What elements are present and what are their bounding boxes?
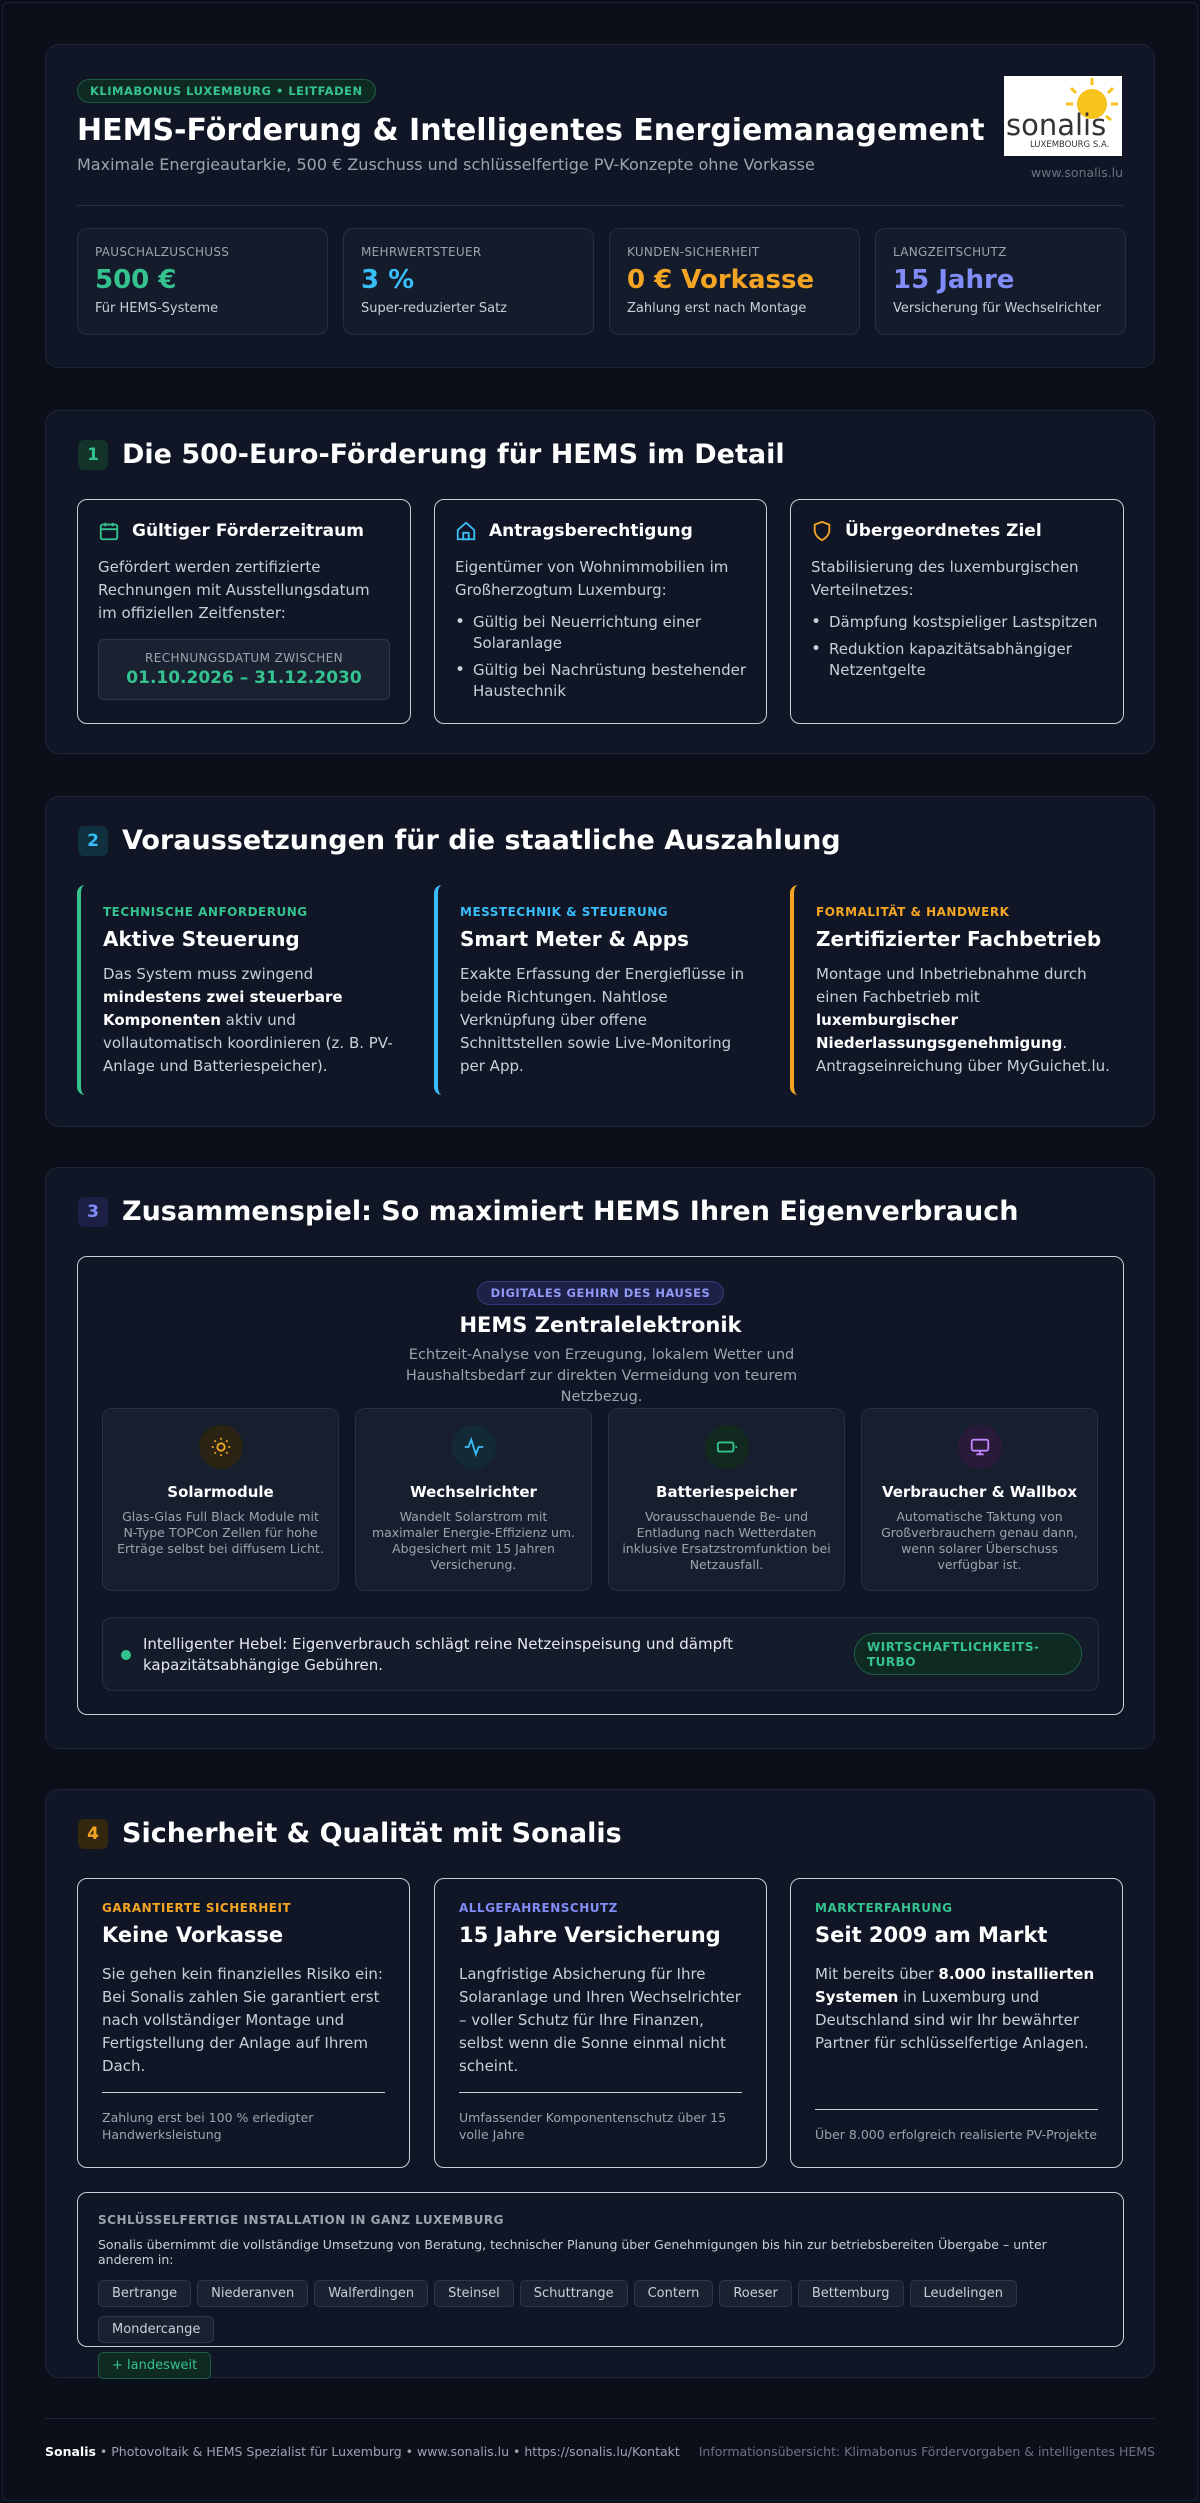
card-label: GARANTIERTE SICHERHEIT	[102, 1901, 292, 1915]
town-tag: Walferdingen	[314, 2280, 428, 2307]
section-3	[45, 1167, 1155, 1749]
section-title: Voraussetzungen für die staatliche Auszahlung	[122, 825, 841, 856]
card-text	[815, 1963, 1098, 2055]
card-label: ALLGEFAHRENSCHUTZ	[459, 1901, 618, 1915]
card-label: MARKTERFAHRUNG	[815, 1901, 953, 1915]
text-part: in Luxemburg und Deutschland sind wir Ihr bewährter Partner für schlüsselfertige Anlagen.	[815, 1988, 1089, 2052]
shield-icon	[811, 520, 833, 542]
town-tags	[98, 2280, 1108, 2388]
stat-sub: Super-reduzierter Satz	[361, 301, 507, 316]
quality-card-insurance	[434, 1878, 767, 2168]
text-part: aktiv und vollautomatisch koordinieren (z. B. PV-Anlage und Batteriespeicher).	[103, 1011, 393, 1075]
card-title: Antragsberechtigung	[489, 521, 693, 541]
installation-area	[77, 2192, 1124, 2373]
text-part: Mit bereits über	[815, 1965, 939, 1983]
lever-bar	[102, 1617, 1099, 1691]
card-title: Gültiger Förderzeitraum	[132, 521, 364, 541]
battery-icon	[705, 1425, 749, 1469]
section-title: Zusammenspiel: So maximiert HEMS Ihren Eigenverbrauch	[122, 1196, 1019, 1227]
stat-label: MEHRWERTSTEUER	[361, 245, 482, 259]
stat-sub: Für HEMS-Systeme	[95, 301, 219, 316]
footer-divider	[45, 2418, 1155, 2419]
date-label: RECHNUNGSDATUM ZWISCHEN	[145, 651, 343, 665]
stat-label: LANGZEITSCHUTZ	[893, 245, 1007, 259]
lever-text: Intelligenter Hebel: Eigenverbrauch schlägt reine Netzeinspeisung und dämpft kapazitätsabhängige Gebühren.	[143, 1635, 734, 1674]
quality-card-no-prepayment	[77, 1878, 410, 2168]
stat-label: PAUSCHALZUSCHUSS	[95, 245, 230, 259]
card-text: Langfristige Absicherung für Ihre Solaranlage und Ihren Wechselrichter – voller Schutz für Ihre Finanzen, selbst wenn die Sonne einmal nicht scheint.	[459, 1965, 741, 2075]
card-text: Sie gehen kein finanzielles Risiko ein: Bei Sonalis zahlen Sie garantiert erst nach vollständiger Montage und Fertigstellung der Anlage auf Ihrem Dach.	[102, 1965, 383, 2075]
town-tag: Roeser	[719, 2280, 792, 2307]
home-icon	[455, 520, 477, 542]
logo-subline: LUXEMBOURG S.A.	[1030, 140, 1110, 150]
component-title: Batteriespeicher	[656, 1483, 797, 1501]
hems-title: HEMS Zentralelektronik	[459, 1313, 742, 1337]
card-footnote: Zahlung erst bei 100 % erledigter Handwerksleistung	[102, 2092, 385, 2143]
stat-value: 15 Jahre	[893, 265, 1015, 295]
column-title: Aktive Steuerung	[103, 927, 300, 951]
requirement-installer	[790, 885, 1120, 1095]
text-part: . Antragseinreichung über MyGuichet.lu.	[816, 1034, 1110, 1075]
section-number: 2	[78, 826, 108, 856]
component-title: Wechselrichter	[410, 1483, 537, 1501]
header-url[interactable]: www.sonalis.lu	[1030, 165, 1123, 180]
text-part: Exakte Erfassung der Energieflüsse in beide Richtungen. Nahtlose Verknüpfung über offene Schnittstellen sowie Live-Monitoring per App.	[460, 965, 745, 1075]
hems-diagram	[77, 1256, 1124, 1715]
calendar-icon	[98, 520, 120, 542]
stat-card-vat	[343, 228, 594, 335]
column-text	[103, 963, 407, 1078]
eligibility-card	[434, 499, 767, 724]
text-part: Das System muss zwingend	[103, 965, 314, 983]
stat-value: 500 €	[95, 265, 177, 295]
text-bold: mindestens zwei steuerbare Komponenten	[103, 988, 343, 1029]
component-text: Wandelt Solarstrom mit maximaler Energie-Effizienz um. Abgesichert mit 15 Jahren Versicherung.	[371, 1509, 576, 1572]
text-part: Montage und Inbetriebnahme durch einen Fachbetrieb mit	[816, 965, 1087, 1006]
card-title: Seit 2009 am Markt	[815, 1923, 1048, 1947]
stat-sub: Zahlung erst nach Montage	[627, 301, 807, 316]
status-dot	[121, 1650, 131, 1660]
hems-text: Echtzeit-Analyse von Erzeugung, lokalem Wetter und Haushaltsbedarf zur direkten Vermeidung von teurem Netzbezug.	[405, 1347, 798, 1405]
column-label: FORMALITÄT & HANDWERK	[816, 905, 1010, 919]
header-divider	[77, 205, 1123, 206]
section-number: 1	[78, 440, 108, 470]
section-2	[45, 796, 1155, 1127]
card-title: Keine Vorkasse	[102, 1923, 284, 1947]
hems-badge: DIGITALES GEHIRN DES HAUSES	[477, 1281, 725, 1305]
section-4	[45, 1789, 1155, 2378]
component-solar	[102, 1408, 339, 1591]
footer-info[interactable]: • Photovoltaik & HEMS Spezialist für Luxemburg • www.sonalis.lu • https://sonalis.lu/Kontakt	[95, 2444, 680, 2459]
section-number: 3	[78, 1197, 108, 1227]
funding-period-card	[77, 499, 411, 724]
card-title: 15 Jahre Versicherung	[459, 1923, 721, 1947]
list-item: • Reduktion kapazitätsabhängiger Netzentgelte	[811, 639, 1103, 681]
card-text: Eigentümer von Wohnimmobilien im Großherzogtum Luxemburg:	[455, 558, 729, 599]
footer-brand: Sonalis	[45, 2444, 96, 2459]
list-item: • Gültig bei Neuerrichtung einer Solaranlage	[455, 612, 746, 654]
component-text: Automatische Taktung von Großverbrauchern genau dann, wenn solarer Überschuss verfügbar ist.	[881, 1509, 1078, 1572]
footer-left	[45, 2444, 680, 2459]
page-subtitle: Maximale Energieautarkie, 500 € Zuschuss und schlüsselfertige PV-Konzepte ohne Vorkasse	[77, 155, 815, 174]
town-tag: Bertrange	[98, 2280, 191, 2307]
text-bold: 8.000 installierten Systemen	[815, 1965, 1095, 2006]
installation-text: Sonalis übernimmt die vollständige Umsetzung von Beratung, technischer Planung über Genehmigungen bis hin zur betriebsbereiten Übergabe – unter anderem in:	[98, 2237, 1047, 2267]
eligibility-list	[455, 612, 746, 702]
component-title: Solarmodule	[167, 1483, 274, 1501]
list-item: • Dämpfung kostspieliger Lastspitzen	[811, 612, 1103, 633]
monitor-icon	[958, 1425, 1002, 1469]
card-text: Stabilisierung des luxemburgischen Verteilnetzes:	[811, 558, 1079, 599]
activity-icon	[452, 1425, 496, 1469]
town-tag: Mondercange	[98, 2316, 214, 2343]
page-title: HEMS-Förderung & Intelligentes Energiemanagement	[77, 113, 985, 148]
card-footnote: Über 8.000 erfolgreich realisierte PV-Projekte	[815, 2109, 1098, 2143]
stat-value: 3 %	[361, 265, 415, 295]
stat-card-protection	[875, 228, 1126, 335]
goal-card	[790, 499, 1124, 724]
column-label: MESSTECHNIK & STEUERUNG	[460, 905, 669, 919]
stat-card-security	[609, 228, 860, 335]
component-text: Vorausschauende Be- und Entladung nach Wetterdaten inklusive Ersatzstromfunktion bei Netzausfall.	[622, 1509, 831, 1572]
section-number: 4	[78, 1819, 108, 1849]
stat-card-subsidy	[77, 228, 328, 335]
text-bold: luxemburgischer Niederlassungsgenehmigung	[816, 1011, 1063, 1052]
list-item: • Gültig bei Nachrüstung bestehender Haustechnik	[455, 660, 746, 702]
sun-icon	[199, 1425, 243, 1469]
requirement-metering	[434, 885, 764, 1095]
column-label: TECHNISCHE ANFORDERUNG	[103, 905, 308, 919]
column-title: Smart Meter & Apps	[460, 927, 689, 951]
component-inverter	[355, 1408, 592, 1591]
quality-card-experience	[790, 1878, 1123, 2168]
component-consumer	[861, 1408, 1098, 1591]
footer-right: Informationsübersicht: Klimabonus Fördervorgaben & intelligentes HEMS	[698, 2444, 1155, 2459]
date-value: 01.10.2026 – 31.12.2030	[126, 668, 362, 688]
goal-list	[811, 612, 1103, 681]
stat-value: 0 € Vorkasse	[627, 265, 815, 295]
card-title: Übergeordnetes Ziel	[845, 521, 1042, 541]
card-text: Gefördert werden zertifizierte Rechnungen mit Ausstellungsdatum im offiziellen Zeitfenster:	[98, 558, 370, 622]
component-text: Glas-Glas Full Black Module mit N-Type TOPCon Zellen für hohe Erträge selbst bei diffusem Licht.	[117, 1509, 324, 1556]
section-title: Sicherheit & Qualität mit Sonalis	[122, 1818, 622, 1849]
component-battery	[608, 1408, 845, 1591]
town-tag: Contern	[634, 2280, 714, 2307]
town-tag: Steinsel	[434, 2280, 514, 2307]
section-1	[45, 410, 1155, 754]
lever-badge: WIRTSCHAFTLICHKEITS-TURBO	[854, 1633, 1082, 1675]
column-text	[816, 963, 1120, 1078]
installation-label: SCHLÜSSELFERTIGE INSTALLATION IN GANZ LUXEMBURG	[98, 2213, 505, 2227]
sonalis-logo	[1004, 76, 1122, 156]
logo-wordmark: sonalis	[1006, 108, 1107, 142]
date-range-box	[98, 639, 390, 700]
stat-label: KUNDEN-SICHERHEIT	[627, 245, 760, 259]
stat-sub: Versicherung für Wechselrichter	[893, 301, 1102, 316]
town-tag: Leudelingen	[910, 2280, 1017, 2307]
town-tag-more: + landesweit	[98, 2352, 211, 2379]
town-tag: Schuttrange	[520, 2280, 628, 2307]
section-title: Die 500-Euro-Förderung für HEMS im Detail	[122, 439, 785, 470]
header-card	[45, 44, 1155, 368]
column-title: Zertifizierter Fachbetrieb	[816, 927, 1102, 951]
header-badge: KLIMABONUS LUXEMBURG • LEITFADEN	[77, 79, 376, 103]
column-text	[460, 963, 764, 1078]
requirement-control	[77, 885, 407, 1095]
component-title: Verbraucher & Wallbox	[881, 1483, 1078, 1501]
card-footnote: Umfassender Komponentenschutz über 15 volle Jahre	[459, 2092, 742, 2143]
town-tag: Bettemburg	[798, 2280, 904, 2307]
town-tag: Niederanven	[197, 2280, 308, 2307]
